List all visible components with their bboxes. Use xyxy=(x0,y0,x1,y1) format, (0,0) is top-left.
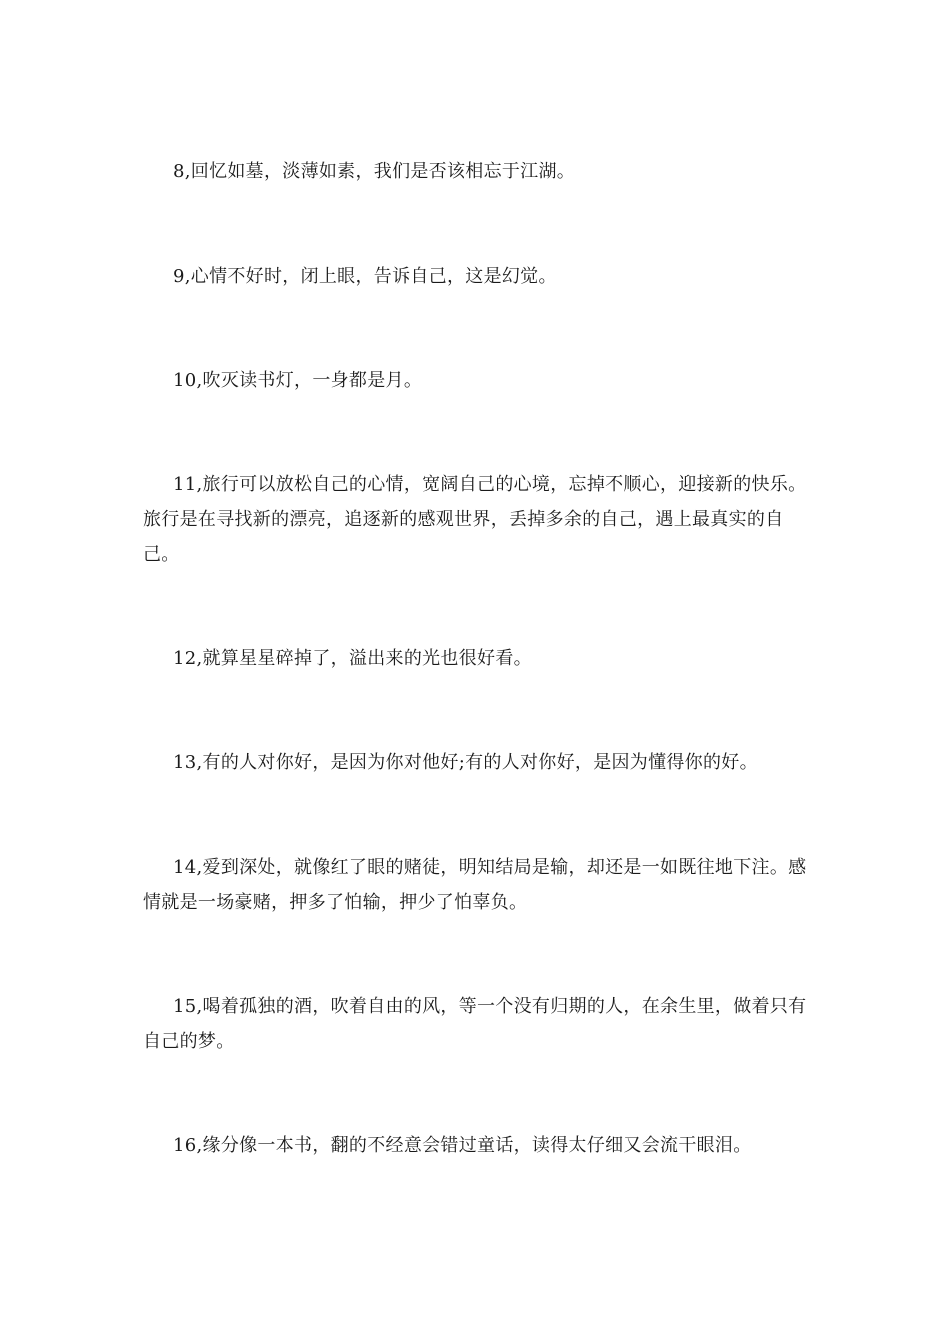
paragraph-14: 14,爱到深处，就像红了眼的赌徒，明知结局是输，却还是一如既往地下注。感情就是一场豪赌，押多了怕输，押少了怕辜负。 xyxy=(143,857,807,913)
paragraph-15: 15,喝着孤独的酒，吹着自由的风，等一个没有归期的人，在余生里，做着只有自己的梦。 xyxy=(143,996,807,1052)
paragraph-9: 9,心情不好时，闭上眼，告诉自己，这是幻觉。 xyxy=(173,266,557,287)
paragraph-16: 16,缘分像一本书，翻的不经意会错过童话，读得太仔细又会流干眼泪。 xyxy=(173,1135,752,1156)
paragraph-11: 11,旅行可以放松自己的心情，宽阔自己的心境，忘掉不顺心，迎接新的快乐。旅行是在寻找新的漂亮，追逐新的感观世界，丢掉多余的自己，遇上最真实的自己。 xyxy=(143,474,807,565)
paragraph-12: 12,就算星星碎掉了，溢出来的光也很好看。 xyxy=(173,648,532,669)
paragraph-10: 10,吹灭读书灯，一身都是月。 xyxy=(173,370,423,391)
paragraph-8: 8,回忆如墓，淡薄如素，我们是否该相忘于江湖。 xyxy=(173,161,576,182)
paragraph-13: 13,有的人对你好，是因为你对他好;有的人对你好，是因为懂得你的好。 xyxy=(173,752,758,773)
